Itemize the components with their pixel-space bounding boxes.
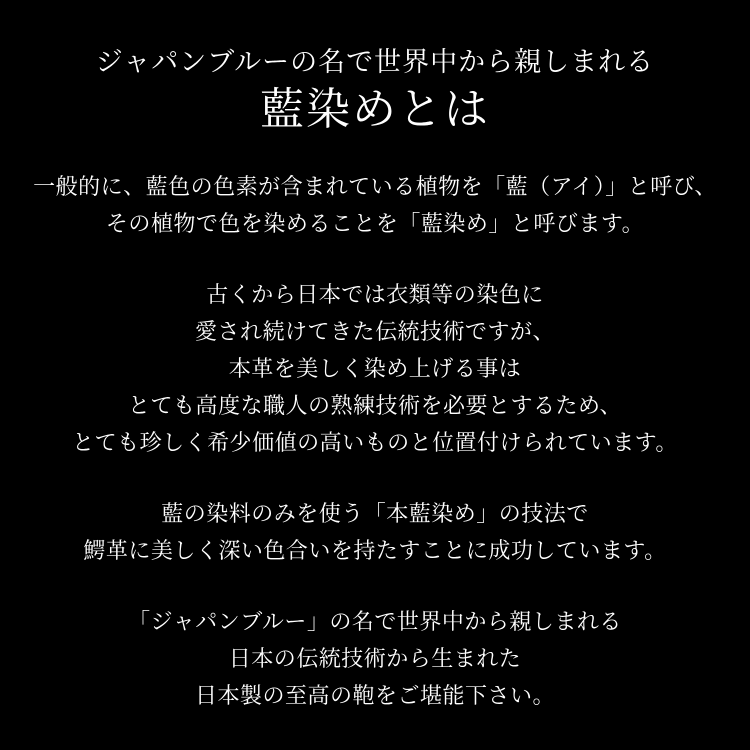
paragraph-line: とても高度な職人の熟練技術を必要とするため、: [127, 393, 623, 418]
page-title: 藍染めとは: [260, 85, 490, 134]
paragraph-line: 鰐革に美しく深い色合いを持たすことに成功しています。: [83, 538, 667, 563]
paragraph-line: その植物で色を染めることを「藍染め」と呼びます。: [105, 211, 645, 236]
paragraph-line: 「ジャパンブルー」の名で世界中から親しまれる: [128, 609, 622, 634]
paragraph-line: 日本の伝統技術から生まれた: [228, 646, 522, 671]
paragraph-line: とても珍しく希少価値の高いものと位置付けられています。: [72, 430, 678, 455]
paragraph-line: 愛され続けてきた伝統技術ですが、: [194, 319, 555, 344]
paragraph-line: 一般的に、藍色の色素が含まれている植物を「藍（アイ）」と呼び、: [33, 174, 717, 199]
paragraph-line: 日本製の至高の鞄をご堪能下さい。: [194, 683, 555, 708]
paragraph-line: 古くから日本では衣類等の染色に: [206, 282, 544, 307]
paragraph-closing: [0, 603, 750, 714]
header-subtitle: ジャパンブルーの名で世界中から親しまれる: [95, 47, 655, 77]
paragraph-technique: [0, 495, 750, 569]
paragraph-line: 藍の染料のみを使う「本藍染め」の技法で: [161, 501, 589, 526]
paragraph-tradition: [0, 276, 750, 461]
paragraph-line: 本革を美しく染め上げる事は: [228, 356, 522, 381]
paragraph-definition: [0, 168, 750, 242]
